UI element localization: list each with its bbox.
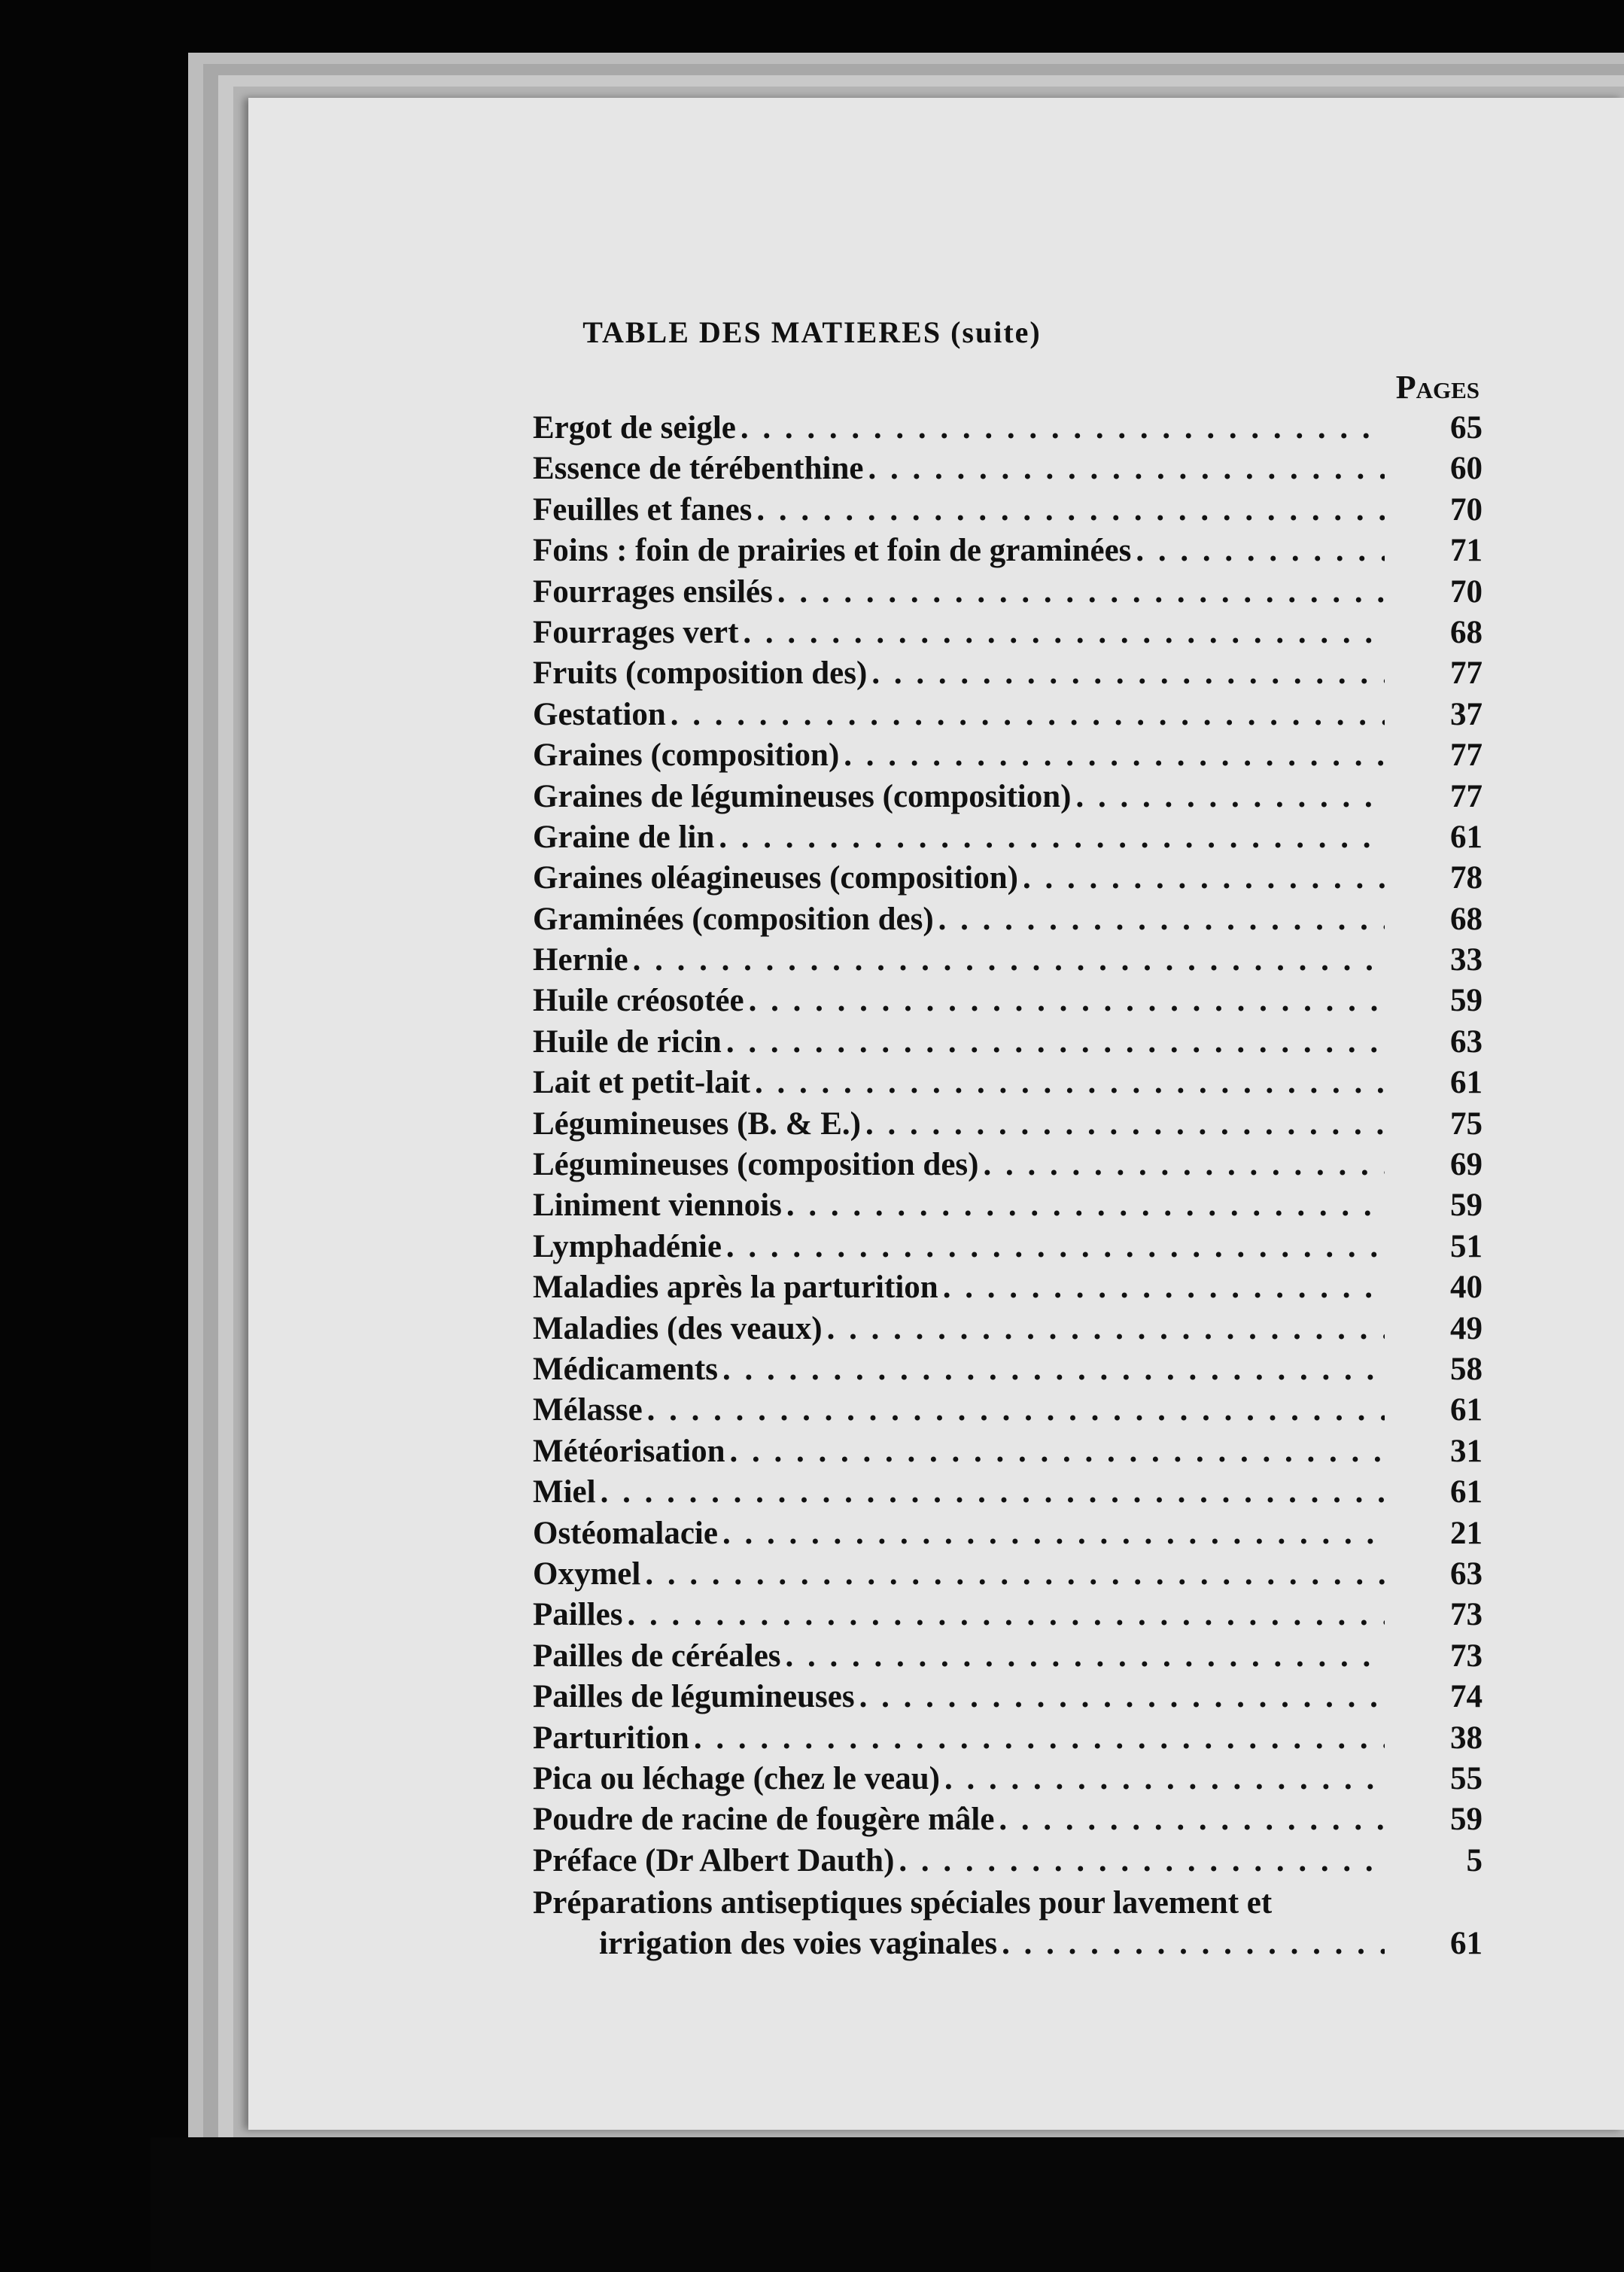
toc-entry-label: Fourrages ensilés [533, 573, 773, 610]
leader-dots [730, 1431, 1385, 1472]
toc-entry-page: 71 [1450, 533, 1483, 569]
toc-entry [533, 1063, 1483, 1103]
toc-entry-label: Huile créosotée [533, 983, 744, 1019]
leader-dots [627, 1595, 1385, 1635]
toc-entry-label: Lait et petit-lait [533, 1065, 750, 1101]
toc-entry-page: 69 [1450, 1147, 1483, 1183]
toc-entry-label: Lymphadénie [533, 1228, 722, 1264]
toc-entry-label: Parturition [533, 1720, 689, 1756]
toc-entry-page: 59 [1450, 1802, 1483, 1838]
leader-dots [601, 1472, 1385, 1513]
toc-entry-label: Mélasse [533, 1392, 643, 1428]
toc-entry [533, 1267, 1483, 1308]
toc-entry [533, 858, 1483, 899]
toc-entry-page: 59 [1450, 1188, 1483, 1224]
leader-dots [899, 1841, 1385, 1881]
toc-entry-page: 77 [1450, 655, 1483, 692]
toc-entry [533, 981, 1483, 1021]
leader-dots [645, 1554, 1385, 1595]
toc-entry-label: Fruits (composition des) [533, 655, 868, 692]
toc-entry-label: Gestation [533, 696, 666, 732]
toc-entry [533, 490, 1483, 531]
toc-entry [533, 695, 1483, 735]
toc-entry-page: 61 [1450, 819, 1483, 855]
toc-entry-label: Météorisation [533, 1433, 725, 1469]
toc-entry [533, 1472, 1483, 1513]
leader-dots [777, 572, 1385, 613]
toc-entry [533, 735, 1483, 776]
toc-entry [533, 1145, 1483, 1185]
toc-entry-page: 5 [1466, 1842, 1483, 1878]
toc-entry-page: 68 [1450, 901, 1483, 937]
leader-dots [786, 1636, 1385, 1677]
leader-dots [983, 1145, 1385, 1185]
leader-dots [756, 490, 1385, 531]
toc-entry [533, 899, 1483, 940]
toc-entry-page: 59 [1450, 983, 1483, 1019]
toc-entry-label: Pica ou léchage (chez le veau) [533, 1760, 940, 1796]
leader-dots [741, 408, 1385, 449]
toc-entry-label: Miel [533, 1474, 596, 1510]
toc-entry-label: Maladies (des veaux) [533, 1310, 823, 1346]
leader-dots [859, 1677, 1385, 1717]
toc-entry [533, 940, 1483, 981]
leader-dots [1136, 531, 1385, 571]
toc-entry-label: Graines (composition) [533, 738, 840, 774]
toc-entry-page: 74 [1450, 1679, 1483, 1715]
leader-dots [694, 1718, 1385, 1759]
toc-entry-label: Ergot de seigle [533, 410, 736, 446]
toc-entries [533, 408, 1483, 1881]
toc-entry [533, 1759, 1483, 1799]
toc-entry-page: 63 [1450, 1023, 1483, 1060]
leader-dots [722, 1349, 1385, 1390]
leader-dots [726, 1022, 1385, 1063]
leader-dots [633, 940, 1385, 981]
toc-entry [533, 1841, 1483, 1881]
toc-entry-page: 61 [1450, 1065, 1483, 1101]
toc-entry [533, 1554, 1483, 1595]
toc-entry-label: Ostéomalacie [533, 1515, 718, 1551]
toc-entry-page: 61 [1450, 1926, 1483, 1962]
toc-entry-label: Hernie [533, 942, 628, 978]
leader-dots [865, 1104, 1385, 1145]
toc-entry-page: 63 [1450, 1556, 1483, 1592]
toc-entry-page: 37 [1450, 696, 1483, 732]
toc-entry-page: 78 [1450, 860, 1483, 896]
toc-entry-label: Graminées (composition des) [533, 901, 934, 937]
toc-entry-label: Fourrages vert [533, 614, 739, 650]
toc-entry [533, 1636, 1483, 1677]
leader-dots [943, 1267, 1385, 1308]
toc-entry [533, 1799, 1483, 1840]
toc-entry-label: Feuilles et fanes [533, 491, 753, 528]
leader-dots [1002, 1924, 1385, 1964]
toc-entry-page: 51 [1450, 1228, 1483, 1264]
toc-entry-label: Graines de légumineuses (composition) [533, 778, 1072, 814]
toc-entry-label: Pailles de céréales [533, 1638, 781, 1674]
toc-entry-page: 49 [1450, 1310, 1483, 1346]
toc-entry [533, 572, 1483, 613]
toc-entry-page: 40 [1450, 1270, 1483, 1306]
toc-entry-page: 65 [1450, 410, 1483, 446]
toc-entry [533, 1309, 1483, 1349]
toc-entry-label: Liniment viennois [533, 1188, 782, 1224]
leader-dots [999, 1799, 1385, 1840]
toc-entry-page: 61 [1450, 1392, 1483, 1428]
toc-entry [533, 613, 1483, 653]
leader-dots [844, 735, 1385, 776]
toc-entry-page: 33 [1450, 942, 1483, 978]
toc-entry [533, 1349, 1483, 1390]
page-title: TABLE DES MATIERES (suite) [582, 315, 1042, 349]
toc-entry [533, 1595, 1483, 1635]
toc-entry [533, 449, 1483, 489]
toc-entry [533, 653, 1483, 694]
toc-entry-label: Foins : foin de prairies et foin de graminées [533, 533, 1132, 569]
toc-entry-page: 73 [1450, 1597, 1483, 1633]
leader-dots [722, 1513, 1385, 1554]
toc-entry-label: Graine de lin [533, 819, 715, 855]
toc-entry [533, 777, 1483, 817]
toc-entry-label: Graines oléagineuses (composition) [533, 860, 1018, 896]
leader-dots [868, 449, 1385, 489]
toc-entry [533, 1104, 1483, 1145]
toc-entry-page: 68 [1450, 614, 1483, 650]
leader-dots [786, 1185, 1385, 1226]
toc-entry-page: 75 [1450, 1106, 1483, 1142]
leader-dots [647, 1390, 1385, 1431]
toc-entry-label: Légumineuses (composition des) [533, 1147, 979, 1183]
leader-dots [749, 981, 1385, 1021]
toc-entry-page: 70 [1450, 573, 1483, 610]
toc-entry-line2 [533, 1924, 1483, 1964]
toc-entry-label: Médicaments [533, 1351, 718, 1387]
leader-dots [1023, 858, 1385, 899]
toc-entry [533, 1390, 1483, 1431]
toc-entry-page: 38 [1450, 1720, 1483, 1756]
toc-entry-label: Pailles [533, 1597, 623, 1633]
toc-entry-label: Légumineuses (B. & E.) [533, 1106, 861, 1142]
toc-entry-page: 77 [1450, 738, 1483, 774]
leader-dots [1075, 777, 1385, 817]
leader-dots [938, 899, 1385, 940]
toc-entry-label: Poudre de racine de fougère mâle [533, 1802, 995, 1838]
toc-entry-page: 77 [1450, 778, 1483, 814]
toc-entry [533, 408, 1483, 449]
leader-dots [827, 1309, 1385, 1349]
toc-entry-label: Huile de ricin [533, 1023, 722, 1060]
toc-entry [533, 531, 1483, 571]
toc-entry-page: 31 [1450, 1433, 1483, 1469]
toc-entry-page: 61 [1450, 1474, 1483, 1510]
toc-entry-page: 60 [1450, 451, 1483, 487]
toc-entry [533, 1513, 1483, 1554]
toc-entry [533, 1022, 1483, 1063]
toc-entry-label: Pailles de légumineuses [533, 1679, 855, 1715]
toc-entry-label-line1: Préparations antiseptiques spéciales pour lavement et [533, 1885, 1273, 1921]
toc-entry [533, 1718, 1483, 1759]
leader-dots [755, 1063, 1385, 1103]
toc-entry-page: 70 [1450, 491, 1483, 528]
toc-entry-label: Oxymel [533, 1556, 641, 1592]
toc-entry-page: 73 [1450, 1638, 1483, 1674]
leader-dots [944, 1759, 1385, 1799]
toc-entry [533, 1677, 1483, 1717]
toc-entry [533, 817, 1483, 858]
toc-entry-label-line2: irrigation des voies vaginales [599, 1926, 998, 1962]
toc-entry [533, 1185, 1483, 1226]
toc-entry-multiline [533, 1883, 1483, 1965]
leader-dots [871, 653, 1385, 694]
pages-column-header: Pages [1395, 369, 1480, 406]
leader-dots [743, 613, 1385, 653]
toc-entry [533, 1227, 1483, 1267]
toc-entry-page: 21 [1450, 1515, 1483, 1551]
leader-dots [719, 817, 1385, 858]
toc-entry [533, 1431, 1483, 1472]
table-of-contents [533, 367, 1483, 1965]
leader-dots [671, 695, 1385, 735]
leader-dots [726, 1227, 1385, 1267]
toc-entry-label: Préface (Dr Albert Dauth) [533, 1842, 895, 1878]
toc-entry-page: 58 [1450, 1351, 1483, 1387]
toc-entry-label: Essence de térébenthine [533, 451, 864, 487]
bottom-shadow [151, 2137, 1624, 2272]
toc-entry-label: Maladies après la parturition [533, 1270, 938, 1306]
toc-entry-page: 55 [1450, 1760, 1483, 1796]
